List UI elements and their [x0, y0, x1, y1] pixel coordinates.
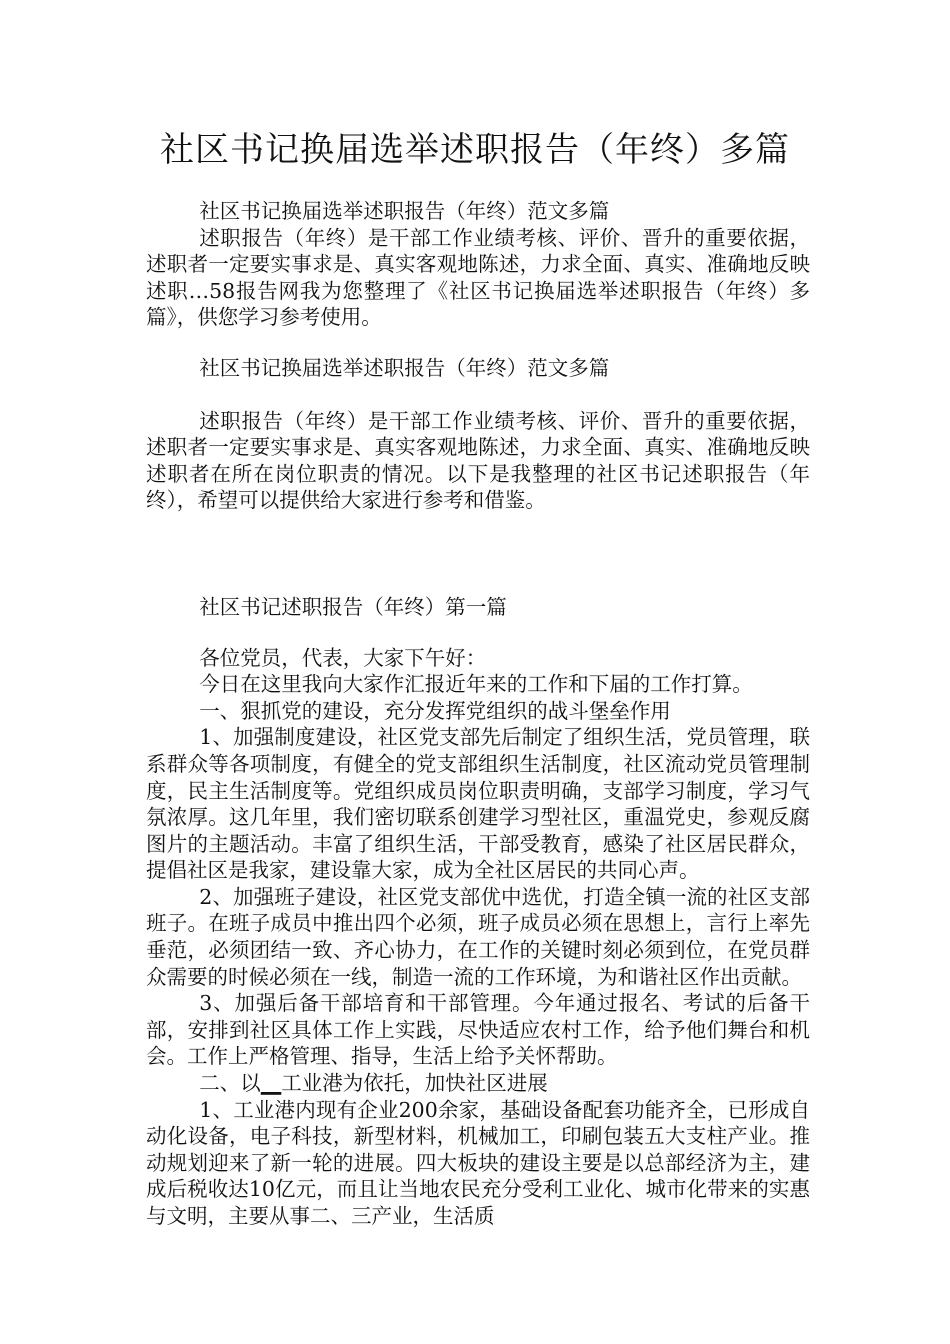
intro-summary: 述职报告（年终）是干部工作业绩考核、评价、晋升的重要依据，述职者一定要实事求是、真实客观地陈述，力求全面、真实、准确地反映述职…58报告网我为您整理了《社区书记换届选举述职报告（年终）多篇》，供您学习参考使用。	[146, 225, 810, 330]
item-1-3: 3、加强后备干部培育和干部管理。今年通过报名、考试的后备干部，安排到社区具体工作上实践，尽快适应农村工作，给予他们舞台和机会。工作上严格管理、指导，生活上给予关怀帮助。	[146, 991, 810, 1069]
item-1-2: 2、加强班子建设，社区党支部优中选优，打造全镇一流的社区支部班子。在班子成员中推出四个必须，班子成员必须在思想上，言行上率先垂范，必须团结一致、齐心协力，在工作的关键时刻必须到位，在党员群众需要的时候必须在一线，制造一流的工作环境，为和谐社区作出贡献。	[146, 884, 810, 989]
spacer	[146, 514, 810, 594]
opening-paragraph: 今日在这里我向大家作汇报近年来的工作和下届的工作打算。	[199, 672, 753, 697]
spacer	[146, 331, 810, 355]
document-body	[146, 198, 810, 1230]
heading-two-blank: __	[260, 1071, 282, 1096]
greeting: 各位党员，代表，大家下午好：	[199, 645, 487, 670]
heading-two	[146, 1070, 810, 1097]
heading-two-prefix: 二、以	[199, 1071, 261, 1096]
section-heading: 社区书记换届选举述职报告（年终）范文多篇	[199, 355, 610, 380]
item-2-1: 1、工业港内现有企业200余家，基础设备配套功能齐全，已形成自动化设备，电子科技，新型材料，机械加工，印刷包装五大支柱产业。推动规划迎来了新一轮的进展。四大板块的建设主要是以总部经济为主，建成后税收达10亿元，而且让当地农民充分受利工业化、城市化带来的实惠与文明，主要从事二、三产业，生活质	[146, 1097, 810, 1228]
spacer	[146, 621, 810, 645]
spacer	[146, 382, 810, 408]
item-1-1: 1、加强制度建设，社区党支部先后制定了组织生活，党员管理，联系群众等各项制度，有健全的党支部组织生活制度，社区流动党员管理制度，民主生活制度等。党组织成员岗位职责明确，支部学习制度，学习气氛浓厚。这几年里，我们密切联系创建学习型社区，重温党史，参观反腐图片的主题活动。丰富了组织生活，干部受教育，感染了社区居民群众，提倡社区是我家，建设靠大家，成为全社区居民的共同心声。	[146, 725, 810, 883]
section-intro: 述职报告（年终）是干部工作业绩考核、评价、晋升的重要依据，述职者一定要实事求是、真实客观地陈述，力求全面、真实、准确地反映述职者在所在岗位职责的情况。以下是我整理的社区书记述职报告（年终），希望可以提供给大家进行参考和借鉴。	[146, 408, 810, 513]
heading-two-suffix: 工业港为依托，加快社区进展	[281, 1071, 548, 1096]
intro-heading: 社区书记换届选举述职报告（年终）范文多篇	[199, 199, 610, 223]
document-title: 社区书记换届选举述职报告（年终）多篇	[160, 130, 790, 170]
part-one-heading: 社区书记述职报告（年终）第一篇	[199, 594, 507, 619]
heading-one: 一、狠抓党的建设，充分发挥党组织的战斗堡垒作用	[199, 698, 671, 723]
